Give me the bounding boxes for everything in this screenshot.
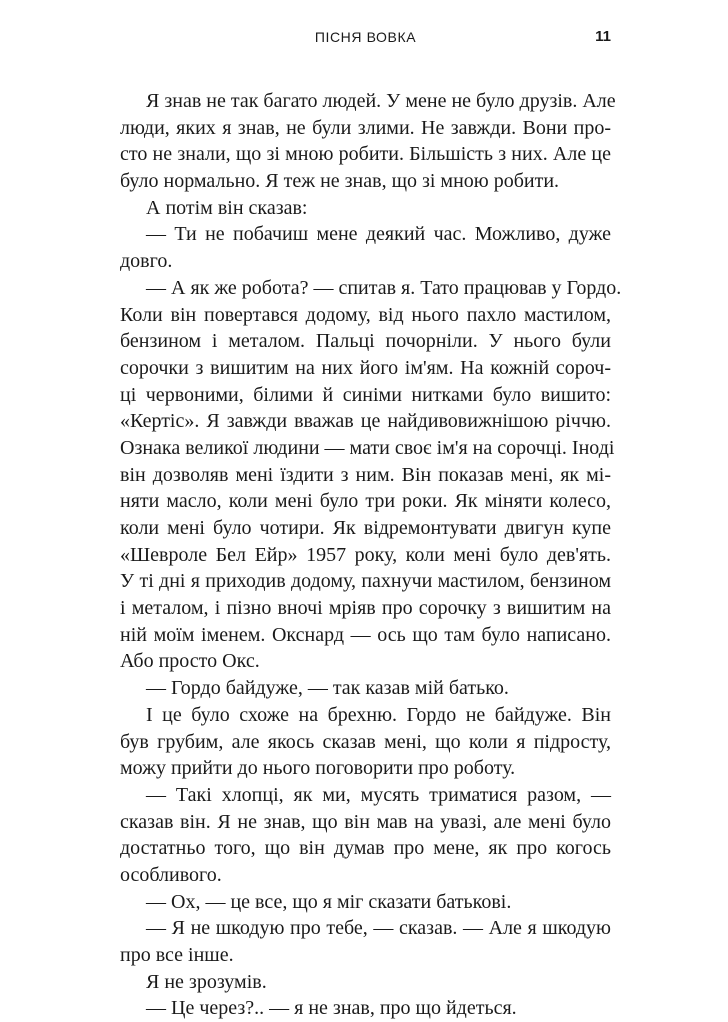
page-number: 11: [595, 28, 611, 45]
text-line: Я знав не так багато людей. У мене не було друзів. Але: [146, 90, 616, 112]
text-line: особливого.: [120, 863, 222, 886]
text-line: А потім він сказав:: [146, 196, 308, 219]
text-line: ній моїм іменем. Окснард — ось що там було написано.: [120, 623, 611, 646]
text-line: Коли він повертався додому, від нього пахло мастилом,: [120, 303, 611, 326]
text-line: — Такі хлопці, як ми, мусять триматися разом, —: [146, 783, 611, 806]
text-line: люди, яких я знав, не були злими. Не завжди. Вони про-: [120, 116, 611, 139]
page-header: [120, 27, 611, 49]
text-line: довго.: [120, 250, 173, 273]
text-line: було нормально. Я теж не знав, що зі мною робити.: [120, 170, 560, 193]
text-line: ці червоними, білими й синіми нитками було вишито:: [120, 383, 611, 406]
text-line: — Гордо байдуже, — так казав мій батько.: [146, 677, 509, 700]
text-line: «Шевроле Бел Ейр» 1957 року, коли мені було дев'ять.: [120, 543, 611, 566]
text-line: він дозволяв мені їздити з ним. Він показав мені, як мі-: [120, 463, 611, 486]
body-text: [120, 88, 622, 1022]
text-line: Я не зрозумів.: [146, 970, 267, 993]
text-line: Ознака великої людини — мати своє ім'я на сорочці. Іноді: [120, 436, 615, 459]
text-line: про все інше.: [120, 944, 234, 966]
text-line: — А як же робота? — спитав я. Тато працював у Гордо.: [146, 276, 622, 299]
text-line: достатньо того, що він думав про мене, як про когось: [120, 837, 611, 860]
text-line: — Ох, — це все, що я міг сказати батькові.: [146, 890, 512, 913]
text-line: був грубим, але якось сказав мені, що коли я підросту,: [120, 730, 611, 753]
text-line: няти масло, коли мені було три роки. Як міняти колесо,: [120, 490, 611, 513]
text-line: — Ти не побачиш мене деякий час. Можливо, дуже: [146, 223, 611, 246]
text-line: — Я не шкодую про тебе, — сказав. — Але я шкодую: [146, 917, 611, 940]
running-title: ПІСНЯ ВОВКА: [314, 29, 417, 45]
text-line: коли мені було чотири. Як відремонтувати двигун купе: [120, 517, 611, 539]
text-line: У ті дні я приходив додому, пахнучи мастилом, бензином: [120, 570, 611, 593]
text-line: І це було схоже на брехню. Гордо не байдуже. Він: [146, 703, 611, 726]
text-line: і металом, і пізно вночі мріяв про сорочку з вишитим на: [120, 597, 611, 620]
text-line: сто не знали, що зі мною робити. Більшість з них. Але це: [120, 143, 611, 166]
text-line: бензином і металом. Пальці почорніли. У нього були: [120, 330, 611, 353]
text-line: — Це через?.. — я не знав, про що йдеться.: [146, 997, 517, 1020]
text-line: «Кертіс». Я завжди вважав це найдивовижнішою річчю.: [120, 410, 611, 433]
text-line: можу прийти до нього поговорити про роботу.: [120, 757, 516, 780]
text-line: Або просто Окс.: [120, 650, 260, 673]
text-line: сорочки з вишитим на них його ім'ям. На кожній сороч-: [120, 356, 611, 379]
text-line: сказав він. Я не знав, що він мав на увазі, але мені було: [120, 810, 611, 833]
